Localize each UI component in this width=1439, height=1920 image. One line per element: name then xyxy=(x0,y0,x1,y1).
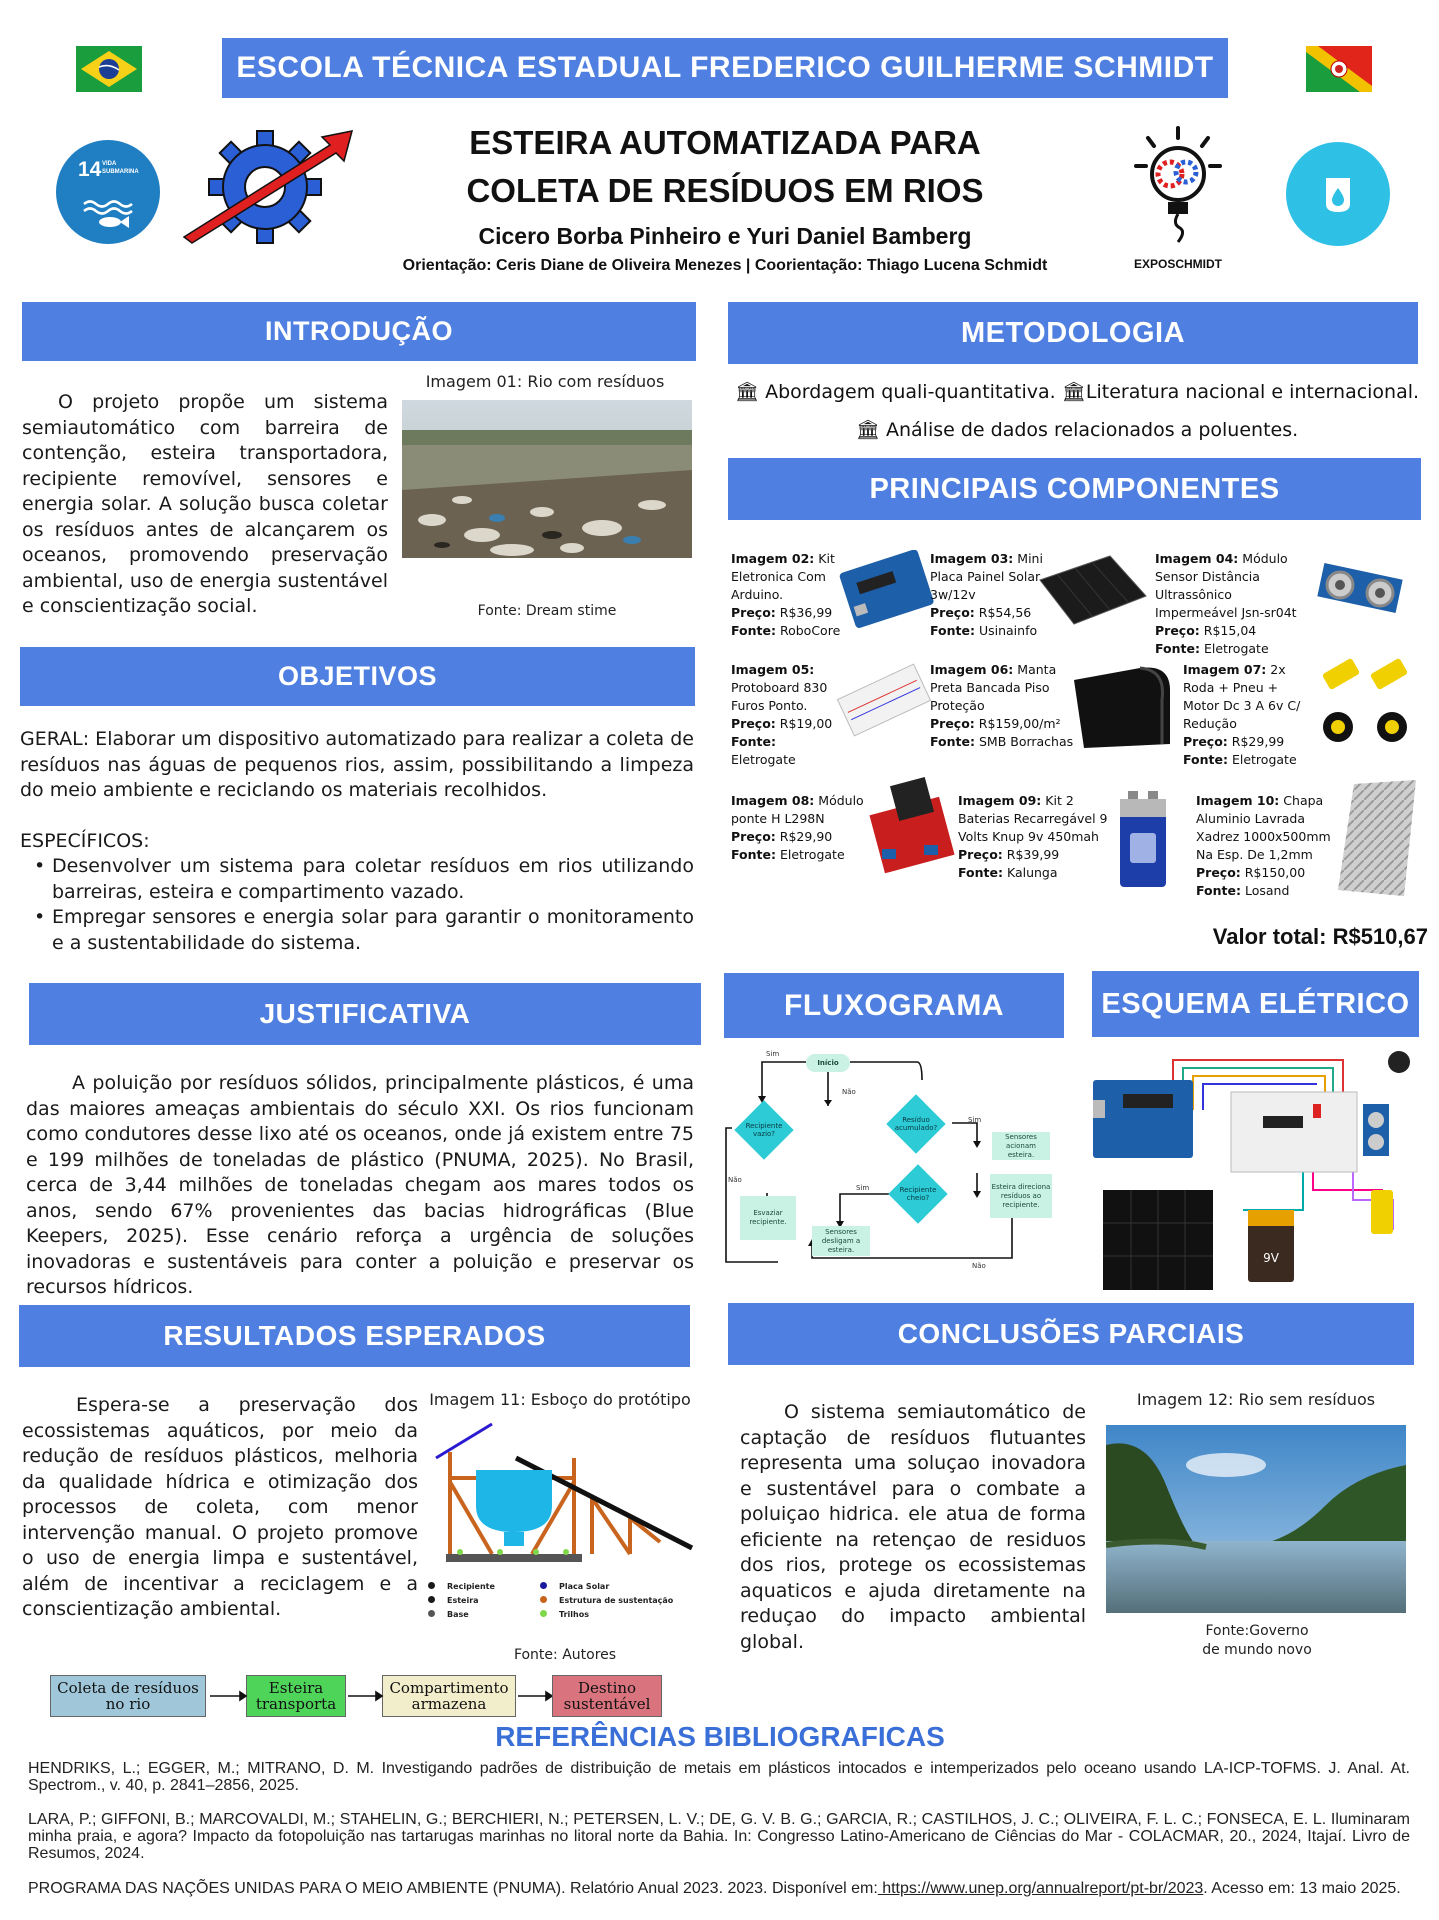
legend-item: Estrutura de sustentação xyxy=(540,1596,673,1605)
pipeline-step-3: Compartimento armazena xyxy=(382,1675,516,1717)
component-desc: Manta Preta Bancada Piso Proteção xyxy=(930,662,1057,713)
battery-9v-image xyxy=(1112,785,1174,891)
ods-label: VIDA SUBMARINA xyxy=(102,161,139,175)
objetivos-banner xyxy=(20,647,695,706)
school-name: ESCOLA TÉCNICA ESTADUAL FREDERICO GUILHERME SCHMIDT xyxy=(236,51,1214,84)
flow-esteira-direciona: Esteira direciona resíduos ao recipiente. xyxy=(990,1174,1052,1218)
metodologia-line-1 xyxy=(732,380,1422,403)
component-title: Imagem 04: xyxy=(1155,551,1239,566)
pipeline-step-4: Destino sustentável xyxy=(552,1675,662,1717)
source-label: Fonte: xyxy=(930,623,975,638)
flow-inicio: Início xyxy=(806,1054,850,1072)
introducao-image-caption: Imagem 01: Rio com resíduos xyxy=(425,372,665,391)
component-source: Kalunga xyxy=(1006,865,1058,880)
arduino-kit-image xyxy=(836,550,936,630)
legend-item: Esteira xyxy=(428,1596,479,1605)
metodologia-banner xyxy=(728,302,1418,364)
component-title: Imagem 06: xyxy=(930,662,1014,677)
flow-label-sim: Sim xyxy=(766,1050,780,1058)
component-chapa-text xyxy=(1196,792,1336,900)
component-desc: Kit 2 Baterias Recarregável 9 Volts Knup 9v 450mah xyxy=(958,793,1108,844)
source-label: Fonte: xyxy=(731,623,776,638)
conclusoes-image-caption: Imagem 12: Rio sem resíduos xyxy=(1136,1390,1376,1409)
unep-link[interactable]: https://www.unep.org/annualreport/pt-br/2023 xyxy=(877,1880,1204,1897)
referencias-heading: REFERÊNCIAS BIBLIOGRAFICAS xyxy=(495,1721,945,1752)
price-label: Preço: xyxy=(930,605,975,620)
conclusoes-text: O sistema semiautomático de captação de resíduos flutuantes representa uma soluçao inovadora e sustentável para o combate a poluiçao hidrica. ele atua de forma eficiente na retençao de residuos dos rios, protege os ecossistemas aquaticos e ajuda diretamente na reduçao do impacto ambiental global. xyxy=(740,1401,1086,1653)
component-title: Imagem 08: xyxy=(731,793,815,808)
conclusoes-banner xyxy=(728,1303,1414,1365)
legend-item: Placa Solar xyxy=(540,1582,609,1591)
component-ponteh-text xyxy=(731,792,871,864)
prototype-sketch-image xyxy=(420,1418,700,1564)
component-desc: Protoboard 830 Furos Ponto. xyxy=(731,680,828,713)
introducao-image-source: Fonte: Dream stime xyxy=(477,603,617,619)
componentes-heading: PRINCIPAIS COMPONENTES xyxy=(869,472,1280,505)
legend-swatch xyxy=(428,1582,435,1589)
metodologia-item: Literatura nacional e internacional. xyxy=(1085,381,1420,403)
component-roda-text xyxy=(1183,661,1315,769)
rio-grande-do-sul-flag-icon xyxy=(1306,46,1372,92)
orientation: Orientação: Ceris Diane de Oliveira Menezes | Coorientação: Thiago Lucena Schmidt xyxy=(402,257,1048,274)
component-solar-text xyxy=(930,550,1044,640)
objetivos-geral: GERAL: Elaborar um dispositivo automatizado para realizar a coleta de resíduos nas águas de pequenos rios, assim, possibilitando a limpeza do meio ambiente e reciclando os materiais recolhidos. xyxy=(20,728,694,801)
source-label: Fonte: xyxy=(930,734,975,749)
conclusoes-image-source: Fonte:Governo de mundo novo xyxy=(1202,1623,1312,1658)
legend-swatch xyxy=(428,1610,435,1617)
component-desc: Módulo ponte H L298N xyxy=(731,793,864,826)
component-source: Eletrogate xyxy=(1203,641,1269,656)
price-label: Preço: xyxy=(930,716,975,731)
component-source: Eletrogate xyxy=(1231,752,1297,767)
component-desc: Módulo Sensor Distância Ultrassônico Impermeável Jsn-sr04t xyxy=(1155,551,1297,620)
component-desc: 2x Roda + Pneu + Motor Dc 3 A 6v C/ Redução xyxy=(1183,662,1301,731)
component-source: Losand xyxy=(1244,883,1290,898)
componentes-banner xyxy=(728,458,1421,520)
flow-sensores-desligam: Sensores desligam a esteira. xyxy=(812,1226,870,1256)
solar-panel-image xyxy=(1030,550,1150,630)
esquema-heading: ESQUEMA ELÉTRICO xyxy=(1101,987,1410,1020)
reference-text: . Acesso em: 13 maio 2025. xyxy=(1203,1880,1401,1897)
component-protoboard-text xyxy=(731,661,843,769)
legend-swatch xyxy=(540,1582,547,1589)
flow-label-sim: Sim xyxy=(856,1184,870,1192)
price-label: Preço: xyxy=(1155,623,1200,638)
legend-item: Base xyxy=(428,1610,469,1619)
source-label: Fonte: xyxy=(1196,883,1241,898)
introducao-heading: INTRODUÇÃO xyxy=(265,316,453,346)
component-title: Imagem 09: xyxy=(958,793,1042,808)
price-label: Preço: xyxy=(731,605,776,620)
component-desc: Mini Placa Painel Solar 3w/12v xyxy=(930,551,1043,602)
component-source: Usinainfo xyxy=(978,623,1038,638)
component-price: R$159,00/m² xyxy=(978,716,1061,731)
justificativa-heading: JUSTIFICATIVA xyxy=(259,998,471,1029)
component-price: R$39,99 xyxy=(1006,847,1060,862)
rubber-mat-image xyxy=(1070,660,1175,750)
battery-label: 9V xyxy=(1263,1251,1279,1265)
flow-sensores-acionam: Sensores acionam esteira. xyxy=(992,1132,1050,1160)
component-desc: Kit Eletronica Com Arduino. xyxy=(731,551,835,602)
metodologia-heading: METODOLOGIA xyxy=(960,316,1186,349)
legend-item: Trilhos xyxy=(540,1610,589,1619)
price-label: Preço: xyxy=(958,847,1003,862)
component-source: Eletrogate xyxy=(779,847,845,862)
reference-item: HENDRIKS, L.; EGGER, M.; MITRANO, D. M. Investigando padrões de distribuição de metais em plásticos intocados e intemperizados pelo oceano usando LA-ICP-TOFMS. J. Anal. At. Spectrom., v. 40, p. 2841–2856, 2025. xyxy=(28,1760,1410,1794)
resultados-text: Espera-se a preservação dos ecossistemas aquáticos, por meio da redução de resíduos plásticos, melhoria da qualidade hídrica e otimização dos processos de coleta, com menor intervenção manual. O projeto promove o uso de energia limpa e sustentável, além de incentivar a reciclagem e a conscientização ambiental. xyxy=(22,1394,418,1620)
component-title: Imagem 10: xyxy=(1196,793,1280,808)
pipeline-step-2: Esteira transporta xyxy=(246,1675,346,1717)
river-with-waste-image xyxy=(402,400,692,558)
component-manta-text xyxy=(930,661,1080,751)
brazil-flag-icon xyxy=(76,46,142,92)
introducao-banner xyxy=(22,302,696,361)
component-title: Imagem 07: xyxy=(1183,662,1267,677)
building-icon: 🏛 xyxy=(855,419,880,441)
resultados-heading: RESULTADOS ESPERADOS xyxy=(163,1320,546,1351)
flow-recipiente-cheio: Recipiente cheio? xyxy=(888,1164,948,1224)
component-title: Imagem 03: xyxy=(930,551,1014,566)
protoboard-image xyxy=(832,660,932,740)
component-desc: Chapa Aluminio Lavrada Xadrez 1000x500mm Na Esp. De 1,2mm xyxy=(1196,793,1331,862)
justificativa-text: A poluição por resíduos sólidos, principalmente plásticos, é uma das maiores ameaças ambientais do século XXI. Os rios funcionam como condutores desse lixo até os oceanos, onde já existem entre 75 e 199 milhões de toneladas de plástico (PNUMA, 2025). No Brasil, cerca de 3,44 milhões de toneladas chegam aos mares todos os anos, sendo 67% provenientes das bacias hidrográficas (Blue Keepers, 2025). Esse cenário reforça a urgência de soluções inovadoras e sustentáveis para conter a poluição e preservar os recursos hídricos. xyxy=(26,1072,694,1298)
flow-label-nao: Não xyxy=(842,1088,856,1096)
component-title: Imagem 05: xyxy=(731,662,815,677)
objetivos-especificos-list xyxy=(20,854,694,956)
price-label: Preço: xyxy=(731,829,776,844)
authors: Cicero Borba Pinheiro e Yuri Daniel Bamberg xyxy=(478,223,972,249)
resultados-banner xyxy=(19,1305,690,1367)
source-label: Fonte: xyxy=(731,847,776,862)
flowchart xyxy=(722,1048,1062,1288)
component-price: R$29,90 xyxy=(779,829,833,844)
list-item: • Desenvolver um sistema para coletar resíduos em rios utilizando barreiras, esteira e compartimento vazado. xyxy=(20,854,694,905)
flow-recipiente-vazio: Recipiente vazio? xyxy=(734,1100,794,1160)
objetivos-especificos-label: ESPECÍFICOS: xyxy=(20,830,150,852)
price-label: Preço: xyxy=(1196,865,1241,880)
price-label: Preço: xyxy=(731,716,776,731)
ods-number: 14 xyxy=(78,158,102,181)
prototype-legend xyxy=(428,1582,698,1626)
flow-label-nao: Não xyxy=(728,1176,742,1184)
component-price: R$19,00 xyxy=(779,716,833,731)
component-price: R$150,00 xyxy=(1244,865,1306,880)
introducao-text: O projeto propõe um sistema semiautomático com barreira de contenção, esteira transportadora, recipiente removível, sensores e energia solar. A solução busca coletar os resíduos antes de alcançarem os oceanos, promovendo preservação ambiental, uso de energia sustentável e conscientização social. xyxy=(22,391,388,617)
component-title: Imagem 02: xyxy=(731,551,815,566)
component-bateria-text xyxy=(958,792,1108,882)
component-arduino-text xyxy=(731,550,841,640)
electrical-schematic xyxy=(1093,1040,1423,1295)
source-label: Fonte: xyxy=(731,734,776,749)
fluxograma-banner xyxy=(724,973,1064,1038)
legend-item: Recipiente xyxy=(428,1582,495,1591)
metodologia-item: Análise de dados relacionados a poluentes. xyxy=(886,419,1299,441)
building-icon: 🏛 xyxy=(734,381,760,403)
esquema-banner xyxy=(1092,971,1419,1037)
ods-14-icon xyxy=(56,140,160,244)
school-banner xyxy=(222,38,1228,98)
pipeline-arrows xyxy=(206,1686,552,1706)
source-label: Fonte: xyxy=(1155,641,1200,656)
justificativa-banner xyxy=(29,983,701,1045)
fluxograma-heading: FLUXOGRAMA xyxy=(784,988,1004,1022)
clean-river-image xyxy=(1106,1425,1406,1613)
h-bridge-module-image xyxy=(862,775,962,880)
resultados-image-caption: Imagem 11: Esboço do protótipo xyxy=(429,1390,691,1409)
reference-item: LARA, P.; GIFFONI, B.; MARCOVALDI, M.; STAHELIN, G.; BERCHIERI, N.; PETERSEN, L. V.; DE, G. V. B. G.; GARCIA, R.; CASTILHOS, J. C.; OLIVEIRA, F. L. C.; FONSECA, E. L. Iluminaram minha praia, e agora? Impacto da fotopoluição nas tartarugas marinhas no litoral norte da Bahia. In: Congresso Latino-Americano de Ciências do Mar - COLACMAR, 20., 2024, Itajaí. Livro de Resumos, 2024. xyxy=(28,1811,1410,1862)
list-item: • Empregar sensores e energia solar para garantir o monitoramento e a sustentabilidade do sistema. xyxy=(20,905,694,956)
component-source: SMB Borrachas xyxy=(978,734,1074,749)
component-source: Eletrogate xyxy=(731,752,796,767)
source-label: Fonte: xyxy=(958,865,1003,880)
componentes-total: Valor total: R$510,67 xyxy=(1212,924,1428,949)
component-price: R$54,56 xyxy=(978,605,1032,620)
metodologia-line-2 xyxy=(732,418,1422,441)
conclusoes-heading: CONCLUSÕES PARCIAIS xyxy=(897,1318,1245,1349)
component-sensor-text xyxy=(1155,550,1315,658)
flow-residuo-acumulado: Resíduo acumulado? xyxy=(886,1094,946,1154)
ultrasonic-sensor-image xyxy=(1300,545,1415,635)
water-drop-icon xyxy=(1286,142,1390,246)
title-line-2: COLETA DE RESÍDUOS EM RIOS xyxy=(466,172,984,209)
component-source: RoboCore xyxy=(779,623,841,638)
component-price: R$29,99 xyxy=(1231,734,1285,749)
title-line-1: ESTEIRA AUTOMATIZADA PARA xyxy=(469,124,981,161)
component-price: R$36,99 xyxy=(779,605,833,620)
legend-swatch xyxy=(428,1596,435,1603)
building-icon: 🏛 xyxy=(1061,381,1086,403)
exposchmidt-label: EXPOSCHMIDT xyxy=(1133,257,1222,271)
aluminum-plate-image xyxy=(1334,780,1420,900)
pipeline-step-1: Coleta de resíduos no rio xyxy=(50,1675,206,1717)
legend-swatch xyxy=(540,1610,547,1617)
gear-logo-icon xyxy=(180,125,360,245)
source-label: Fonte: xyxy=(1183,752,1228,767)
reference-item xyxy=(28,1880,1410,1897)
price-label: Preço: xyxy=(1183,734,1228,749)
exposchmidt-bulb-icon xyxy=(1130,124,1226,250)
flow-esvaziar: Esvaziar recipiente. xyxy=(740,1196,796,1240)
flow-label-sim: Sim xyxy=(968,1116,982,1124)
resultados-image-source: Fonte: Autores xyxy=(513,1647,617,1663)
flow-label-nao: Não xyxy=(972,1262,986,1270)
motor-wheel-image xyxy=(1316,655,1416,755)
legend-swatch xyxy=(540,1596,547,1603)
objetivos-heading: OBJETIVOS xyxy=(277,661,438,691)
reference-text: PROGRAMA DAS NAÇÕES UNIDAS PARA O MEIO AMBIENTE (PNUMA). Relatório Anual 2023. 2023. Disponível em: xyxy=(28,1880,878,1897)
metodologia-item: Abordagem quali-quantitativa. xyxy=(765,381,1056,403)
component-price: R$15,04 xyxy=(1203,623,1257,638)
